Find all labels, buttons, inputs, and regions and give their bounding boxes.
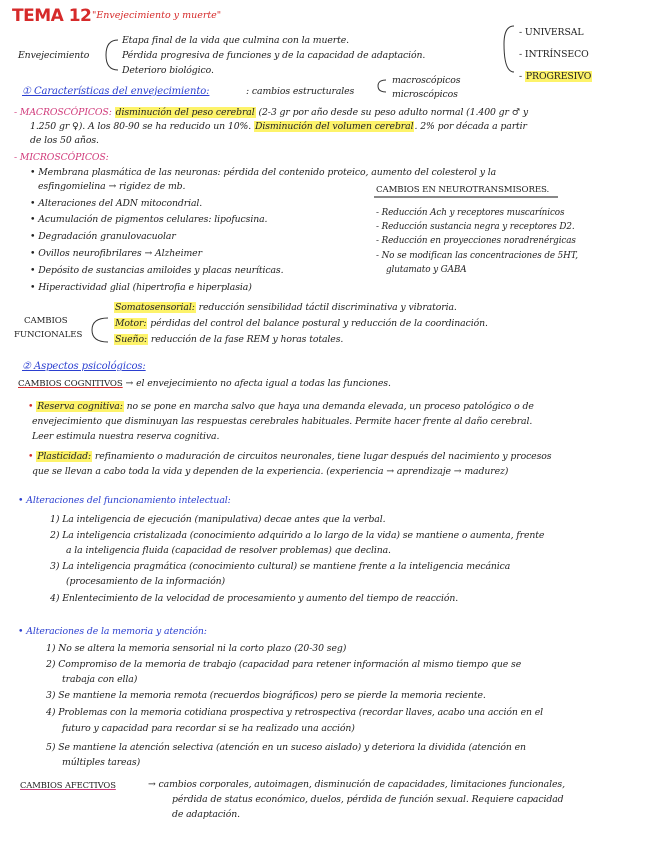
functional-label: CAMBIOS bbox=[24, 316, 68, 326]
plasticity-line: que se llevan a cabo toda la vida y dependen de la experiencia. (experiencia → aprendizaje → madurez) bbox=[32, 466, 509, 477]
micro-label: - MICROSCÓPICOS: bbox=[14, 152, 109, 163]
definition-line: Deterioro biológico. bbox=[122, 65, 214, 76]
memory-item: futuro y capacidad para recordar si se ha realizado una acción) bbox=[62, 723, 355, 734]
definition-line: Pérdida progresiva de funciones y de la capacidad de adaptación. bbox=[122, 50, 426, 61]
micro-item: esfingomielina → rigidez de mb. bbox=[38, 181, 186, 192]
neuro-heading: CAMBIOS EN NEUROTRANSMISORES. bbox=[376, 185, 550, 195]
micro-item: • Degradación granulovacuolar bbox=[30, 231, 176, 242]
micro-item: • Ovillos neurofibrilares → Alzheimer bbox=[30, 248, 202, 259]
affective-line: → cambios corporales, autoimagen, disminución de capacidades, limitaciones funcionales, bbox=[148, 779, 565, 790]
intellect-item: (procesamiento de la información) bbox=[66, 576, 225, 587]
micro-item: • Acumulación de pigmentos celulares: lipofucsina. bbox=[30, 214, 268, 225]
intellect-item: 1) La inteligencia de ejecución (manipulativa) decae antes que la verbal. bbox=[50, 514, 386, 525]
trait-universal: - UNIVERSAL bbox=[519, 27, 584, 38]
memory-item: 5) Se mantiene la atención selectiva (atención en un suceso aislado) y deteriora la dividida (atención en bbox=[46, 742, 526, 753]
reserve-line: Leer estimula nuestra reserva cognitiva. bbox=[32, 431, 220, 442]
page-subtitle: "Envejecimiento y muerte" bbox=[92, 10, 222, 21]
functional-item: Sueño: reducción de la fase REM y horas totales. bbox=[115, 334, 344, 345]
affective-line: pérdida de status económico, duelos, pérdida de función sexual. Requiere capacidad bbox=[172, 794, 564, 805]
intellect-item: 2) La inteligencia cristalizada (conocimiento adquirido a lo largo de la vida) se mantiene o aumenta, frente bbox=[50, 530, 545, 541]
memory-item: 4) Problemas con la memoria cotidiana prospectiva y retrospectiva (recordar llaves, acabo una acción en el bbox=[46, 707, 544, 718]
neuro-item: - Reducción en proyecciones noradrenérgicas bbox=[376, 236, 576, 246]
memory-item: 3) Se mantiene la memoria remota (recuerdos biográficos) pero se pierde la memoria reciente. bbox=[46, 690, 486, 701]
macro-line-2: 1.250 gr ♀). A los 80-90 se ha reducido un 10%. Disminución del volumen cerebral. 2% por década a partir bbox=[30, 121, 527, 132]
trait-intrinsic: - INTRÍNSECO bbox=[519, 49, 589, 60]
micro-item: • Depósito de sustancias amiloides y placas neuríticas. bbox=[30, 265, 284, 276]
micro-item: • Hiperactividad glial (hipertrofia e hiperplasia) bbox=[30, 282, 252, 293]
memory-item: múltiples tareas) bbox=[62, 757, 141, 768]
section1-after: : cambios estructurales bbox=[246, 86, 355, 97]
neuro-item: glutamato y GABA bbox=[386, 265, 467, 275]
affective-line: de adaptación. bbox=[172, 809, 240, 820]
memory-item: 1) No se altera la memoria sensorial ni la corto plazo (20-30 seg) bbox=[46, 643, 347, 654]
functional-item: Somatosensorial: reducción sensibilidad táctil discriminativa y vibratoria. bbox=[115, 302, 457, 313]
reserve-line: envejecimiento que disminuyan las respuestas cerebrales habituales. Permite hacer frente al daño cerebral. bbox=[32, 416, 533, 427]
macro-line-3: de los 50 años. bbox=[30, 135, 99, 146]
section1-heading: ① Características del envejecimiento: bbox=[22, 86, 210, 97]
affective-label: CAMBIOS AFECTIVOS bbox=[20, 780, 116, 790]
definition-label: Envejecimiento bbox=[18, 50, 90, 61]
type-macro: macroscópicos bbox=[392, 75, 461, 86]
trait-progressive: - PROGRESIVO bbox=[519, 71, 592, 82]
memory-heading: • Alteraciones de la memoria y atención: bbox=[18, 626, 207, 637]
cognitive-line: CAMBIOS COGNITIVOS → el envejecimiento no afecta igual a todas las funciones. bbox=[18, 378, 391, 389]
micro-item: • Alteraciones del ADN mitocondrial. bbox=[30, 198, 203, 209]
plasticity-line: • Plasticidad: refinamiento o maduración de circuitos neuronales, tiene lugar después del nacimiento y procesos bbox=[28, 451, 552, 462]
section2-heading: ② Aspectos psicológicos: bbox=[22, 361, 146, 372]
neuro-item: - Reducción Ach y receptores muscarínicos bbox=[376, 208, 565, 218]
type-micro: microscópicos bbox=[392, 89, 458, 100]
intellect-item: 4) Enlentecimiento de la velocidad de procesamiento y aumento del tiempo de reacción. bbox=[50, 593, 459, 604]
neuro-item: - No se modifican las concentraciones de 5HT, bbox=[376, 251, 578, 261]
neuro-item: - Reducción sustancia negra y receptores D2. bbox=[376, 222, 575, 232]
micro-item: • Membrana plasmática de las neuronas: pérdida del contenido proteico, aumento del colesterol y la bbox=[30, 167, 497, 178]
intellect-item: 3) La inteligencia pragmática (conocimiento cultural) se mantiene frente a la inteligencia mecánica bbox=[50, 561, 511, 572]
macro-line-1: - MACROSCÓPICOS: disminución del peso cerebral (2-3 gr por año desde su peso adulto normal (1.400 gr ♂ y bbox=[14, 107, 528, 118]
reserve-line: • Reserva cognitiva: no se pone en marcha salvo que haya una demanda elevada, un proceso patológico o de bbox=[28, 401, 534, 412]
functional-label: FUNCIONALES bbox=[14, 330, 83, 340]
memory-item: 2) Compromiso de la memoria de trabajo (capacidad para retener información al mismo tiempo que se bbox=[46, 659, 522, 670]
definition-line: Etapa final de la vida que culmina con la muerte. bbox=[122, 35, 350, 46]
memory-item: trabaja con ella) bbox=[62, 674, 138, 685]
intellect-item: a la inteligencia fluida (capacidad de resolver problemas) que declina. bbox=[66, 545, 391, 556]
functional-item: Motor: pérdidas del control del balance postural y reducción de la coordinación. bbox=[115, 318, 488, 329]
page-title: TEMA 12 bbox=[12, 6, 92, 26]
intellect-heading: • Alteraciones del funcionamiento intelectual: bbox=[18, 495, 231, 506]
